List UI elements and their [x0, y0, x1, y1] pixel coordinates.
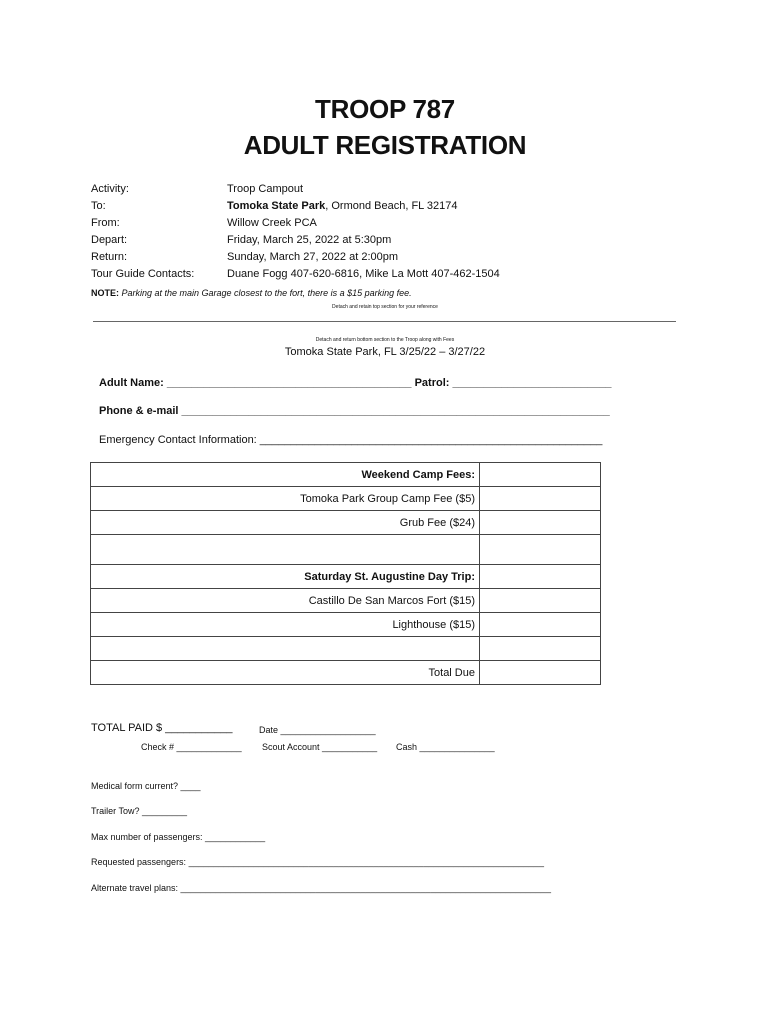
- fee-label: Grub Fee ($24): [91, 511, 480, 535]
- trailer-tow-field[interactable]: Trailer Tow? _________: [91, 806, 188, 816]
- fee-label: Lighthouse ($15): [91, 613, 480, 637]
- info-value: Willow Creek PCA: [227, 217, 317, 229]
- activity-info: [91, 183, 500, 285]
- info-value: Duane Fogg 407-620-6816, Mike La Mott 407-462-1504: [227, 268, 500, 280]
- destination-address: , Ormond Beach, FL 32174: [325, 200, 458, 212]
- max-passengers-field[interactable]: Max number of passengers: ____________: [91, 832, 266, 842]
- table-row: [91, 637, 601, 661]
- fee-section-label: Weekend Camp Fees:: [91, 463, 480, 487]
- phone-email-field[interactable]: Phone & e-mail ______________________________________________________________________: [99, 405, 610, 417]
- info-label: To:: [91, 200, 106, 212]
- total-paid-field[interactable]: TOTAL PAID $ ___________: [91, 722, 233, 734]
- requested-passengers-field[interactable]: Requested passengers: _______________________________________________________________________: [91, 857, 544, 867]
- form-subtitle: ADULT REGISTRATION: [243, 130, 527, 160]
- scout-account-field[interactable]: Scout Account ___________: [262, 742, 378, 752]
- fee-amount-cell[interactable]: [480, 463, 601, 487]
- detach-top-text: Detach and retain top section for your reference: [332, 304, 438, 310]
- note-label: NOTE:: [91, 288, 119, 298]
- info-value: Troop Campout: [227, 183, 304, 195]
- form-title: TROOP 787: [315, 94, 455, 124]
- fee-label: [91, 637, 480, 661]
- fee-label: [91, 535, 480, 565]
- cash-field[interactable]: Cash _______________: [396, 742, 495, 752]
- detach-bottom-text: Detach and return bottom section to the Troop along with Fees: [315, 337, 455, 343]
- fee-amount-cell[interactable]: [480, 487, 601, 511]
- table-row: [91, 511, 601, 535]
- info-value: Friday, March 25, 2022 at 5:30pm: [227, 234, 392, 246]
- total-due-cell[interactable]: [480, 661, 601, 685]
- check-number-field[interactable]: Check # _____________: [141, 742, 242, 752]
- info-value: Sunday, March 27, 2022 at 2:00pm: [227, 251, 399, 263]
- info-row-depart: [91, 234, 500, 251]
- fee-amount-cell[interactable]: [480, 565, 601, 589]
- trip-subheading: Tomoka State Park, FL 3/25/22 – 3/27/22: [284, 346, 486, 358]
- adult-name-field[interactable]: Adult Name: ________________________________________ Patrol: __________________________: [99, 377, 612, 389]
- fee-amount-cell[interactable]: [480, 613, 601, 637]
- info-row-to: [91, 200, 500, 217]
- total-due-label: Total Due: [91, 661, 480, 685]
- table-row: [91, 535, 601, 565]
- info-label: Activity:: [91, 183, 129, 195]
- destination-name: Tomoka State Park: [227, 200, 326, 212]
- parking-note: [91, 288, 412, 298]
- fee-amount-cell[interactable]: [480, 589, 601, 613]
- info-label: Depart:: [91, 234, 128, 246]
- info-row-return: [91, 251, 500, 268]
- fee-section-label: Saturday St. Augustine Day Trip:: [91, 565, 480, 589]
- table-row: [91, 487, 601, 511]
- medical-form-field[interactable]: Medical form current? ____: [91, 781, 201, 791]
- fee-label: Castillo De San Marcos Fort ($15): [91, 589, 480, 613]
- info-label: From:: [91, 217, 120, 229]
- date-field[interactable]: Date ___________________: [259, 725, 376, 735]
- table-row: [91, 565, 601, 589]
- fee-amount-cell[interactable]: [480, 535, 601, 565]
- table-row: [91, 661, 601, 685]
- fee-label: Tomoka Park Group Camp Fee ($5): [91, 487, 480, 511]
- note-text: Parking at the main Garage closest to the fort, there is a $15 parking fee.: [119, 288, 412, 298]
- info-value: [227, 200, 458, 217]
- alternate-travel-field[interactable]: Alternate travel plans: __________________________________________________________________________: [91, 883, 551, 893]
- info-row-contacts: [91, 268, 500, 285]
- detach-divider: [93, 321, 676, 322]
- info-row-from: [91, 217, 500, 234]
- info-label: Tour Guide Contacts:: [91, 268, 195, 280]
- info-row-activity: [91, 183, 500, 200]
- fees-table: [90, 462, 601, 685]
- fee-amount-cell[interactable]: [480, 511, 601, 535]
- info-label: Return:: [91, 251, 128, 263]
- table-row: [91, 589, 601, 613]
- fee-amount-cell[interactable]: [480, 637, 601, 661]
- table-row: [91, 613, 601, 637]
- emergency-contact-field[interactable]: Emergency Contact Information: ________________________________________________________: [99, 434, 603, 446]
- table-row: [91, 463, 601, 487]
